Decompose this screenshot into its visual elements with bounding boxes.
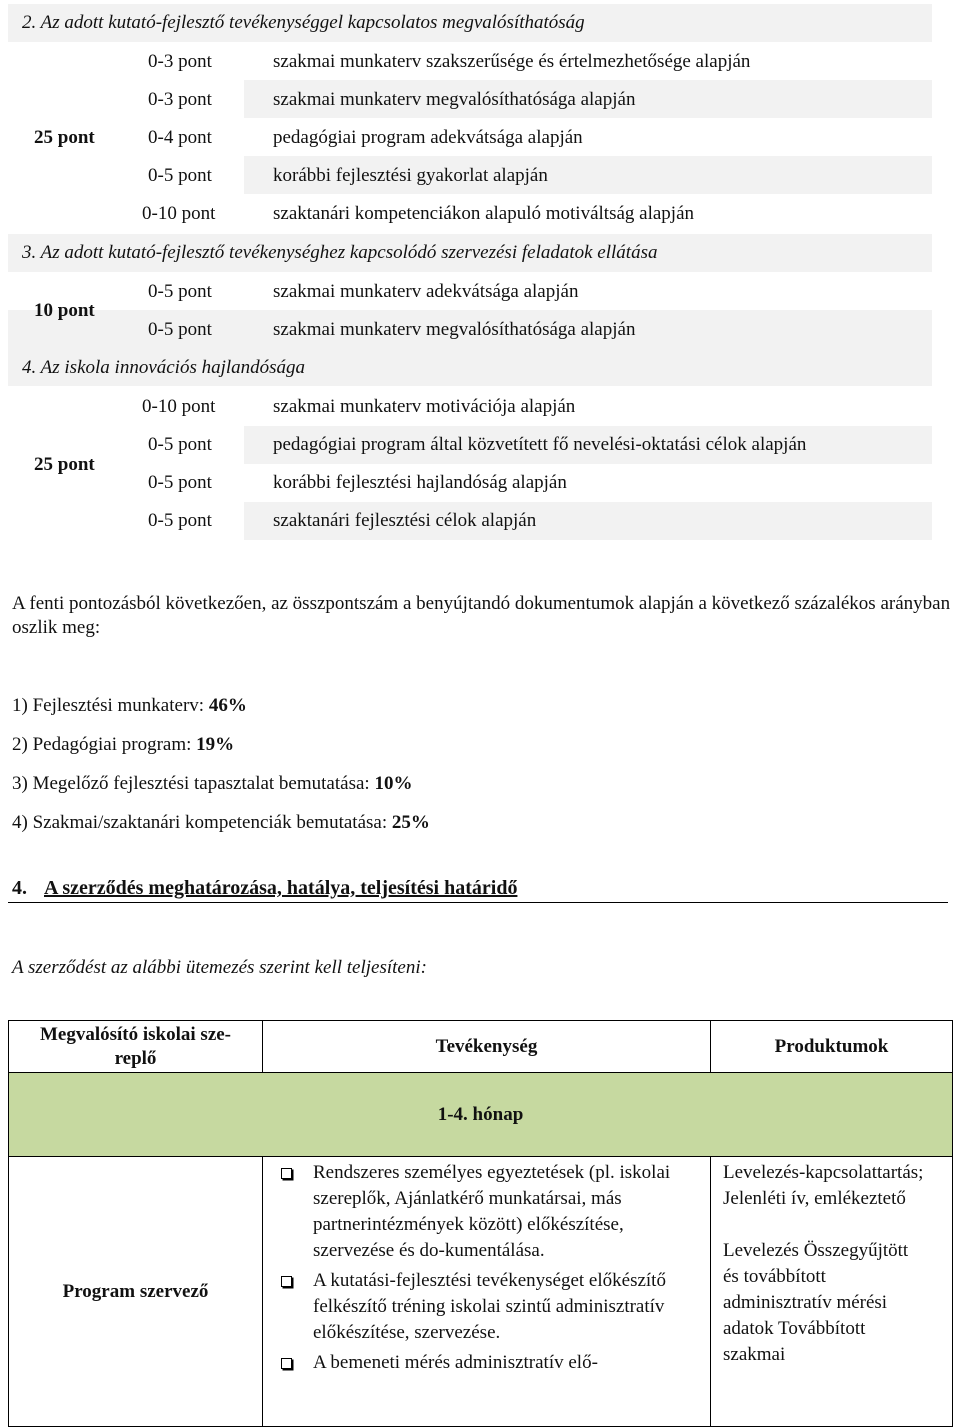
criterion-cell: szakmai munkaterv motivációja alapján bbox=[273, 396, 576, 417]
product-item: Levelezés Összegyűjtött és továbbított adminisztratív mérési adatok Továbbított szakmai bbox=[723, 1240, 909, 1365]
section-3-title: 3. Az adott kutató-fejlesztő tevékenységhez kapcsolódó szervezési feladatok ellátása bbox=[22, 242, 658, 263]
column-header-role: Megvalósító iskolai sze- replő bbox=[9, 1021, 263, 1073]
section-2-total: 25 pont bbox=[34, 127, 95, 148]
activity-item: A kutatási-fejlesztési tevékenységet előkészítő felkészítő tréning iskolai szintű adminisztratív előkészítése, szervezése. bbox=[263, 1268, 673, 1346]
schedule-intro: A szerződést az alábbi ütemezés szerint kell teljesíteni: bbox=[12, 957, 427, 978]
scoring-summary-paragraph: A fenti pontozásból következően, az összpontszám a benyújtandó dokumentumok alapján a következő százalékos arányban oszlik meg: bbox=[12, 593, 951, 638]
weight-item: 3) Megelőző fejlesztési tapasztalat bemutatása: 10% bbox=[12, 773, 413, 794]
criterion-cell: pedagógiai program által közvetített fő nevelési-oktatási célok alapján bbox=[273, 434, 807, 455]
points-cell: 0-5 pont bbox=[148, 472, 212, 493]
points-cell: 0-10 pont bbox=[142, 396, 216, 417]
weight-item: 4) Szakmai/szaktanári kompetenciák bemutatása: 25% bbox=[12, 812, 430, 833]
points-cell: 0-5 pont bbox=[148, 434, 212, 455]
column-header-activity: Tevékenység bbox=[263, 1021, 711, 1073]
points-cell: 0-5 pont bbox=[148, 165, 212, 186]
product-item: Levelezés-kapcsolattartás; Jelenléti ív, emlékeztető bbox=[723, 1162, 924, 1209]
section-3-total: 10 pont bbox=[34, 300, 95, 321]
criterion-cell: korábbi fejlesztési gyakorlat alapján bbox=[273, 165, 548, 186]
role-cell: Program szervező bbox=[9, 1157, 263, 1427]
weight-item: 2) Pedagógiai program: 19% bbox=[12, 734, 235, 755]
criterion-cell: szakmai munkaterv megvalósíthatósága alapján bbox=[273, 89, 636, 110]
points-cell: 0-3 pont bbox=[148, 51, 212, 72]
activity-item: Rendszeres személyes egyeztetések (pl. iskolai szereplők, Ajánlatkérő munkatársai, más partnerintézmények között) előkészítése, szervezése és do-kumentálása. bbox=[263, 1160, 673, 1264]
section-2-title: 2. Az adott kutató-fejlesztő tevékenységgel kapcsolatos megvalósíthatóság bbox=[22, 12, 585, 33]
activity-item: A bemeneti mérés adminisztratív elő- bbox=[263, 1350, 673, 1376]
criterion-cell: szakmai munkaterv megvalósíthatósága alapján bbox=[273, 319, 636, 340]
criterion-cell: szaktanári fejlesztési célok alapján bbox=[273, 510, 537, 531]
checkbox-bullet-icon bbox=[281, 1358, 292, 1369]
criterion-cell: korábbi fejlesztési hajlandóság alapján bbox=[273, 472, 567, 493]
criterion-cell: szakmai munkaterv adekvátsága alapján bbox=[273, 281, 579, 302]
points-cell: 0-5 pont bbox=[148, 319, 212, 340]
column-header-products: Produktumok bbox=[711, 1021, 953, 1073]
section-heading: 4. A szerződés meghatározása, hatálya, teljesítési határidő bbox=[12, 877, 518, 899]
criterion-cell: szaktanári kompetenciákon alapuló motiváltság alapján bbox=[273, 203, 695, 224]
points-cell: 0-5 pont bbox=[148, 281, 212, 302]
points-cell: 0-10 pont bbox=[142, 203, 216, 224]
period-row: 1-4. hónap bbox=[9, 1073, 953, 1157]
criterion-cell: pedagógiai program adekvátsága alapján bbox=[273, 127, 583, 148]
section-4-title: 4. Az iskola innovációs hajlandósága bbox=[22, 357, 306, 378]
weight-item: 1) Fejlesztési munkaterv: 46% bbox=[12, 695, 247, 716]
points-cell: 0-3 pont bbox=[148, 89, 212, 110]
criterion-cell: szakmai munkaterv szakszerűsége és értelmezhetősége alapján bbox=[273, 51, 751, 72]
heading-rule bbox=[8, 902, 948, 903]
section-4-total: 25 pont bbox=[34, 454, 95, 475]
points-cell: 0-5 pont bbox=[148, 510, 212, 531]
checkbox-bullet-icon bbox=[281, 1276, 292, 1287]
points-cell: 0-4 pont bbox=[148, 127, 212, 148]
schedule-table bbox=[8, 1020, 953, 1427]
checkbox-bullet-icon bbox=[281, 1168, 292, 1179]
